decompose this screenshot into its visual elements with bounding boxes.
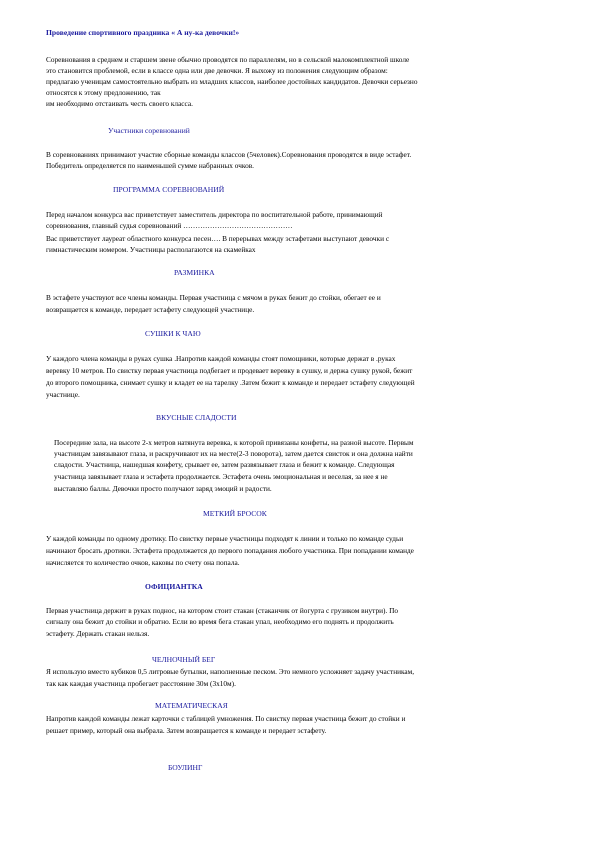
- text-line: предлагаю ученицам самостоятельно выбрать из младших классов, наиболее достойных кандидатов. Девочки серьезно: [46, 77, 418, 86]
- text-line: веревку 10 метров. По свистку первая участница подбегает и продевает веревку в сушку, и держа сушку рукой, бежит: [46, 366, 413, 375]
- text-line: начисляется то количество очков, каковы по счету она попала.: [46, 558, 240, 567]
- throw-heading: МЕТКИЙ БРОСОК: [203, 509, 267, 518]
- text-line: Вас приветствует лауреат областного конкурса песен…. В перерывах между эстафетами выступают девочки с: [46, 234, 390, 243]
- text-line: Соревнования в среднем и старшем звене обычно проводятся по параллелям, но в сельской малокомплектной школе: [46, 55, 410, 64]
- text-line: Победитель определяется по наименьшей сумме набранных очков.: [46, 161, 254, 170]
- text-line: В соревнованиях принимают участие сборные команды классов (5человек).Соревнования проводятся в виде эстафет.: [46, 150, 412, 159]
- text-line: выставляю баллы. Девочки просто получают заряд эмоций и радости.: [54, 484, 272, 493]
- text-line: участнице.: [46, 390, 80, 399]
- text-line: У каждого члена команды в руках сушка .Напротив каждой команды стоят помощники, которые держат в .руках: [46, 354, 396, 363]
- program-heading: ПРОГРАММА СОРЕВНОВАНИЙ: [113, 185, 225, 194]
- text-line: так как каждая участница пробегает расстояние 30м (3х10м).: [46, 679, 236, 688]
- text-line: У каждой команды по одному дротику. По свистку первые участницы подходят к линии и только по команде судьи: [46, 534, 404, 543]
- sushki-heading: СУШКИ К ЧАЮ: [145, 329, 201, 338]
- text-line: Перед началом конкурса вас приветствует заместитель директора по воспитательной работе, принимающий: [46, 210, 383, 219]
- text-line: сладости. Участница, нашедшая конфету, срывает ее, затем развязывает глаза и бежит к команде. Следующая: [54, 460, 395, 469]
- text-line: В эстафете участвуют все члены команды. Первая участница с мячом в руках бежит до стойки, обегает ее и: [46, 293, 381, 302]
- text-line: соревнования, главный судья соревнований ………………………………………: [46, 221, 293, 230]
- text-line: это становится проблемой, если в классе одна или две девочки. Я выхожу из положения следующим образом:: [46, 66, 388, 75]
- text-line: Первая участница держит в руках поднос, на котором стоит стакан (стаканчик от йогурта с грузиком внутри). По: [46, 606, 398, 615]
- warmup-heading: РАЗМИНКА: [174, 268, 215, 277]
- text-line: Я использую вместо кубиков 0,5 литровые бутылки, наполненные песком. Это немного усложняет задачу участникам,: [46, 667, 415, 676]
- text-line: участницам завязывают глаза, и раскручивают их на месте(2-3 поворота), затем дается свисток и она должна найти: [54, 449, 413, 458]
- text-line: участница завязывает глаза и эстафета продолжается. Эстафета очень эмоциональная и веселая, за нее я не: [54, 472, 388, 481]
- participants-heading: Участники соревнований: [108, 126, 190, 135]
- sweets-heading: ВКУСНЫЕ СЛАДОСТИ: [156, 413, 237, 422]
- text-line: начинают бросать дротики. Эстафета продолжается до первого попадания любого участника. При попадании команде: [46, 546, 414, 555]
- text-line: Посередине зала, на высоте 2-х метров натянута веревка, к которой привязаны конфеты, на разной высоте. Первым: [54, 438, 414, 447]
- math-heading: МАТЕМАТИЧЕСКАЯ: [155, 701, 228, 710]
- text-line: возвращается к команде, передает эстафету следующей участнице.: [46, 305, 255, 314]
- text-line: сигналу она бежит до стойки и обратно. Если во время бега стакан упал, необходимо его поднять и продолжить: [46, 617, 394, 626]
- shuttle-heading: ЧЕЛНОЧНЫЙ БЕГ: [152, 655, 216, 664]
- waitress-heading: ОФИЦИАНТКА: [145, 582, 203, 591]
- text-line: решает пример, который она выбрала. Затем возвращается к команде и передает эстафету.: [46, 726, 327, 735]
- text-line: им необходимо отстаивать честь своего класса.: [46, 99, 193, 108]
- text-line: эстафету. Держать стакан нельзя.: [46, 629, 150, 638]
- bowling-heading: БОУЛИНГ: [168, 763, 203, 772]
- document-title: Проведение спортивного праздника « А ну-ка девочки!»: [46, 28, 240, 37]
- text-line: Напротив каждой команды лежат карточки с таблицей умножения. По свистку первая участница бежит до стойки и: [46, 714, 406, 723]
- text-line: относятся к этому предложению, так: [46, 88, 161, 97]
- text-line: до второго помощника, снимает сушку и кладет ее на тарелку .Затем бежит к команде и передает эстафету следующей: [46, 378, 415, 387]
- text-line: гимнастическим номером. Участницы располагаются на скамейках: [46, 245, 256, 254]
